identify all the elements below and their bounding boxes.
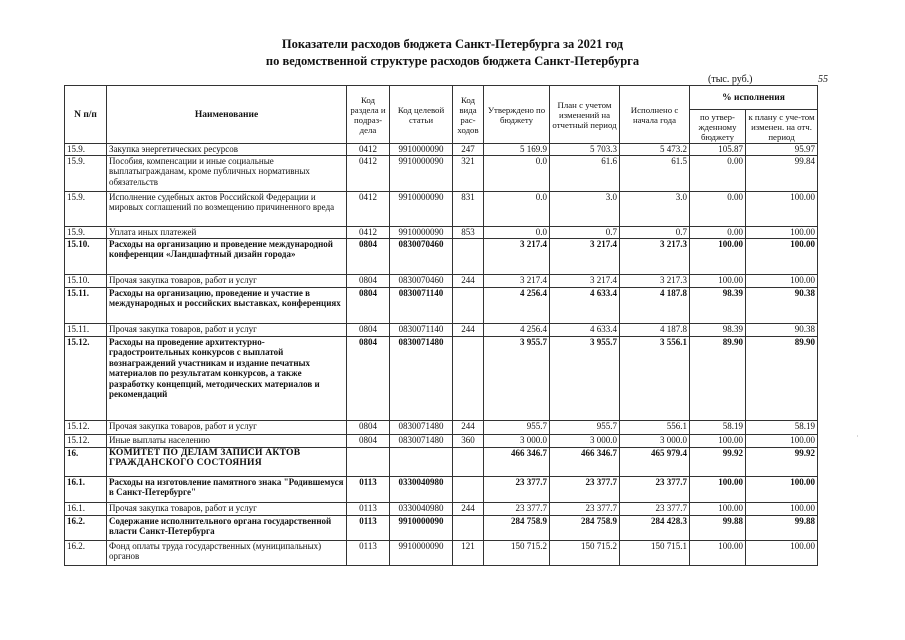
cell-pct-plan: 95.97 [746,144,818,156]
cell-approved: 0.0 [484,155,550,191]
cell-target: 9910000090 [390,191,453,226]
cell-plan: 4 633.4 [550,323,620,336]
cell-type: 853 [453,226,484,238]
table-row [65,238,818,274]
cell-num: 16.1. [65,476,107,502]
cell-pct-plan: 100.00 [746,476,818,502]
cell-num: 15.10. [65,274,107,287]
table-row [65,336,818,420]
cell-num: 16.2. [65,540,107,565]
cell-pct-plan: 90.38 [746,287,818,323]
cell-executed: 3 217.3 [620,274,690,287]
cell-target: 9910000090 [390,144,453,156]
cell-pct-budget: 100.00 [690,476,746,502]
cell-section: 0804 [347,336,390,420]
cell-type: 321 [453,155,484,191]
table-row [65,476,818,502]
cell-section: 0804 [347,238,390,274]
cell-type: 831 [453,191,484,226]
cell-name: Расходы на организацию, проведение и участие в международных и российских выставках, конференциях [107,287,347,323]
cell-name: Расходы на организацию и проведение международной конференции «Ландшафтный дизайн города» [107,238,347,274]
page-number: 55 [818,74,828,85]
table-row [65,540,818,565]
cell-section: 0804 [347,274,390,287]
col-header-section: Код раздела и подраз-дела [347,86,390,144]
cell-name: КОМИТЕТ ПО ДЕЛАМ ЗАПИСИ АКТОВ ГРАЖДАНСКОГО СОСТОЯНИЯ [107,447,347,476]
cell-pct-budget: 100.00 [690,502,746,515]
cell-pct-plan: 100.00 [746,274,818,287]
cell-target [390,447,453,476]
cell-type: 244 [453,502,484,515]
cell-target: 0830070460 [390,238,453,274]
cell-type [453,447,484,476]
cell-plan: 466 346.7 [550,447,620,476]
cell-pct-budget: 100.00 [690,274,746,287]
cell-plan: 284 758.9 [550,515,620,540]
cell-name: Уплата иных платежей [107,226,347,238]
cell-section: 0412 [347,155,390,191]
budget-table [64,85,818,566]
cell-approved: 150 715.2 [484,540,550,565]
cell-type: 360 [453,434,484,447]
cell-target: 0330040980 [390,476,453,502]
cell-num: 15.10. [65,238,107,274]
cell-approved: 0.0 [484,226,550,238]
cell-executed: 284 428.3 [620,515,690,540]
cell-target: 9910000090 [390,540,453,565]
cell-section: 0804 [347,420,390,434]
col-header-plan: План с учетом изменений на отчетный период [550,86,620,144]
table-row [65,191,818,226]
cell-pct-budget: 100.00 [690,238,746,274]
table-row [65,274,818,287]
cell-plan: 955.7 [550,420,620,434]
cell-section: 0412 [347,191,390,226]
cell-name: Расходы на проведение архитектурно-градостроительных конкурсов с выплатой вознаграждений участникам и издание печатных материалов по результатам конкурсов, а также разработку концепций, методических материалов и рекомендаций [107,336,347,420]
cell-type [453,476,484,502]
cell-name: Прочая закупка товаров, работ и услуг [107,420,347,434]
cell-pct-plan: 100.00 [746,502,818,515]
cell-executed: 23 377.7 [620,502,690,515]
col-header-pct-plan: к плану с уче-том изменен. на отч. период [746,110,818,144]
cell-type: 244 [453,323,484,336]
table-row [65,434,818,447]
cell-plan: 3 000.0 [550,434,620,447]
cell-pct-budget: 89.90 [690,336,746,420]
cell-section: 0113 [347,502,390,515]
cell-type [453,287,484,323]
cell-executed: 4 187.8 [620,287,690,323]
col-header-percent-group: % исполнения [690,86,818,110]
cell-section: 0113 [347,515,390,540]
cell-section: 0412 [347,226,390,238]
cell-approved: 0.0 [484,191,550,226]
cell-approved: 3 000.0 [484,434,550,447]
cell-pct-plan: 58.19 [746,420,818,434]
cell-name: Прочая закупка товаров, работ и услуг [107,274,347,287]
cell-pct-plan: 100.00 [746,226,818,238]
cell-plan: 3 217.4 [550,238,620,274]
table-row [65,155,818,191]
cell-section: 0113 [347,540,390,565]
cell-num: 16.2. [65,515,107,540]
cell-plan: 5 703.3 [550,144,620,156]
col-header-type: Код вида рас-ходов [453,86,484,144]
cell-approved: 466 346.7 [484,447,550,476]
table-row [65,144,818,156]
cell-pct-budget: 0.00 [690,155,746,191]
document-title: Показатели расходов бюджета Санкт-Петербурга за 2021 год [281,37,624,51]
cell-pct-budget: 105.87 [690,144,746,156]
cell-pct-budget: 0.00 [690,191,746,226]
cell-pct-plan: 100.00 [746,238,818,274]
cell-pct-plan: 100.00 [746,191,818,226]
cell-num: 15.9. [65,144,107,156]
cell-executed: 0.7 [620,226,690,238]
cell-section: 0804 [347,323,390,336]
cell-approved: 4 256.4 [484,287,550,323]
cell-executed: 5 473.2 [620,144,690,156]
col-header-name: Наименование [107,86,347,144]
cell-approved: 23 377.7 [484,476,550,502]
cell-executed: 61.5 [620,155,690,191]
cell-executed: 4 187.8 [620,323,690,336]
table-row [65,226,818,238]
cell-name: Пособия, компенсации и иные социальные выплатыгражданам, кроме публичных нормативных обязательств [107,155,347,191]
cell-pct-plan: 99.92 [746,447,818,476]
cell-approved: 284 758.9 [484,515,550,540]
table-row [65,447,818,476]
document-subtitle: по ведомственной структуре расходов бюджета Санкт-Петербурга [265,54,640,68]
cell-approved: 5 169.9 [484,144,550,156]
cell-approved: 4 256.4 [484,323,550,336]
cell-approved: 23 377.7 [484,502,550,515]
cell-type: 247 [453,144,484,156]
cell-pct-plan: 99.84 [746,155,818,191]
cell-executed: 23 377.7 [620,476,690,502]
table-row [65,420,818,434]
cell-num: 15.12. [65,434,107,447]
cell-plan: 61.6 [550,155,620,191]
cell-pct-plan: 89.90 [746,336,818,420]
cell-name: Прочая закупка товаров, работ и услуг [107,323,347,336]
cell-num: 16. [65,447,107,476]
col-header-num: N п/п [65,86,107,144]
cell-target: 0830071480 [390,420,453,434]
cell-type [453,515,484,540]
cell-num: 15.12. [65,336,107,420]
cell-name: Закупка энергетических ресурсов [107,144,347,156]
table-row [65,323,818,336]
units-label: (тыс. руб.) [708,74,753,85]
cell-approved: 3 217.4 [484,274,550,287]
cell-pct-budget: 98.39 [690,323,746,336]
cell-type: 244 [453,420,484,434]
cell-target: 0830071140 [390,287,453,323]
cell-pct-budget: 99.92 [690,447,746,476]
cell-pct-plan: 100.00 [746,434,818,447]
cell-pct-plan: 99.88 [746,515,818,540]
cell-plan: 3.0 [550,191,620,226]
cell-num: 15.9. [65,191,107,226]
cell-name: Прочая закупка товаров, работ и услуг [107,502,347,515]
cell-target: 0830071480 [390,336,453,420]
table-row [65,502,818,515]
cell-executed: 556.1 [620,420,690,434]
cell-type [453,336,484,420]
cell-approved: 955.7 [484,420,550,434]
cell-target: 0330040980 [390,502,453,515]
cell-pct-plan: 90.38 [746,323,818,336]
cell-plan: 23 377.7 [550,476,620,502]
cell-num: 15.11. [65,287,107,323]
cell-num: 15.9. [65,155,107,191]
cell-pct-plan: 100.00 [746,540,818,565]
cell-plan: 23 377.7 [550,502,620,515]
cell-num: 15.9. [65,226,107,238]
cell-num: 15.11. [65,323,107,336]
cell-section: 0113 [347,476,390,502]
cell-plan: 3 217.4 [550,274,620,287]
col-header-executed: Исполнено с начала года [620,86,690,144]
cell-pct-budget: 0.00 [690,226,746,238]
cell-executed: 3.0 [620,191,690,226]
cell-name: Фонд оплаты труда государственных (муниципальных) органов [107,540,347,565]
cell-target: 0830071480 [390,434,453,447]
cell-section: 0412 [347,144,390,156]
cell-section [347,447,390,476]
cell-name: Исполнение судебных актов Российской Федерации и мировых соглашений по возмещению причиненного вреда [107,191,347,226]
cell-name: Иные выплаты населению [107,434,347,447]
col-header-target: Код целевой статьи [390,86,453,144]
cell-target: 9910000090 [390,226,453,238]
cell-section: 0804 [347,434,390,447]
cell-approved: 3 955.7 [484,336,550,420]
cell-plan: 4 633.4 [550,287,620,323]
cell-executed: 3 217.3 [620,238,690,274]
cell-executed: 3 556.1 [620,336,690,420]
cell-pct-budget: 100.00 [690,540,746,565]
cell-plan: 0.7 [550,226,620,238]
cell-executed: 150 715.1 [620,540,690,565]
table-row [65,287,818,323]
table-row [65,515,818,540]
cell-executed: 3 000.0 [620,434,690,447]
cell-pct-budget: 100.00 [690,434,746,447]
cell-section: 0804 [347,287,390,323]
cell-type: 244 [453,274,484,287]
cell-num: 15.12. [65,420,107,434]
col-header-approved: Утверждено по бюджету [484,86,550,144]
col-header-pct-budget: по утвер-жденному бюджету [690,110,746,144]
cell-pct-budget: 58.19 [690,420,746,434]
cell-pct-budget: 99.88 [690,515,746,540]
cell-executed: 465 979.4 [620,447,690,476]
cell-num: 16.1. [65,502,107,515]
cell-name: Содержание исполнительного органа государственной власти Санкт-Петербурга [107,515,347,540]
cell-type: 121 [453,540,484,565]
cell-target: 9910000090 [390,155,453,191]
cell-name: Расходы на изготовление памятного знака "Родившемуся в Санкт-Петербурге" [107,476,347,502]
cell-pct-budget: 98.39 [690,287,746,323]
cell-target: 0830071140 [390,323,453,336]
scan-mark: ˙ [856,434,859,444]
cell-target: 0830070460 [390,274,453,287]
cell-target: 9910000090 [390,515,453,540]
cell-plan: 150 715.2 [550,540,620,565]
cell-type [453,238,484,274]
cell-approved: 3 217.4 [484,238,550,274]
cell-plan: 3 955.7 [550,336,620,420]
